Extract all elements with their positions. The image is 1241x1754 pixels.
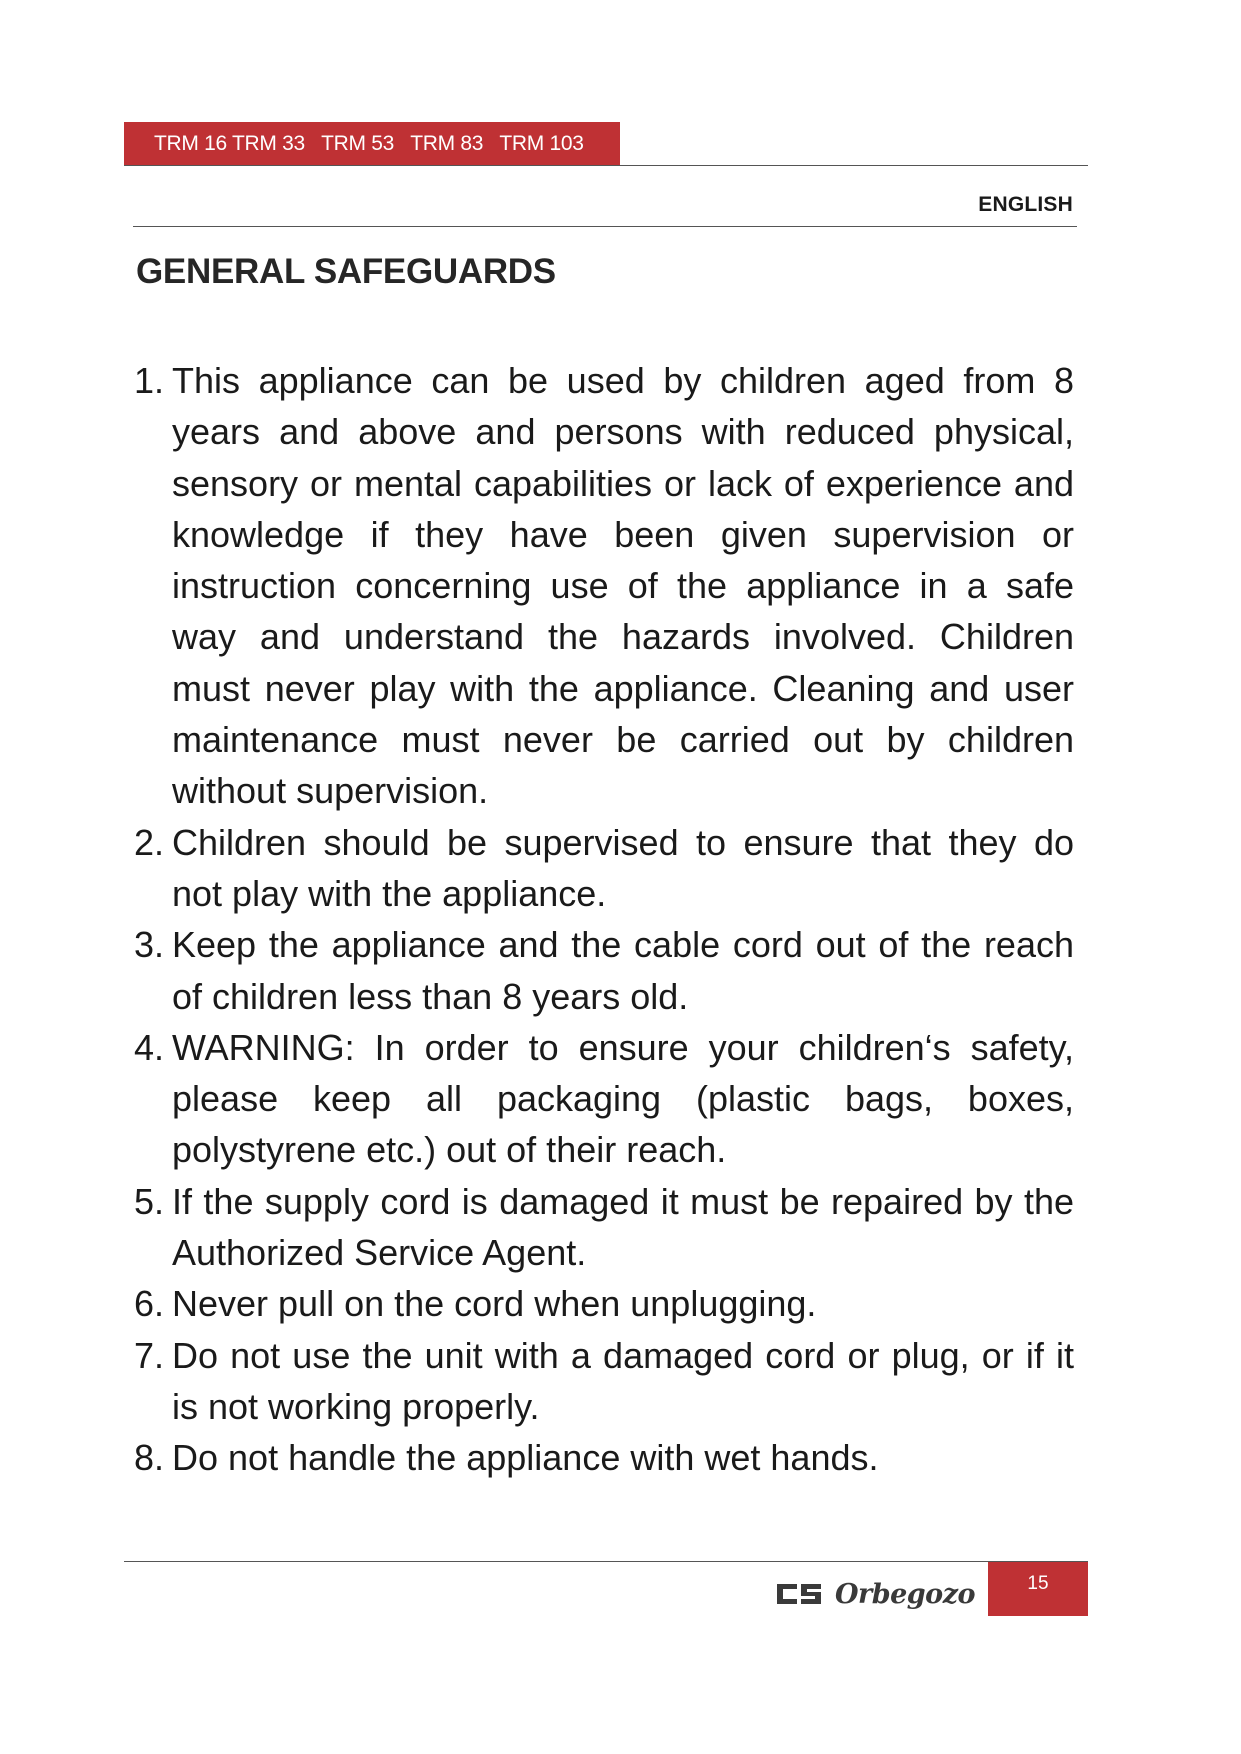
list-item <box>134 1330 1074 1433</box>
item-text: Children should be supervised to ensure that they do not play with the appliance. <box>172 821 1074 914</box>
safeguard-list <box>134 355 1074 1484</box>
model-list-tab: TRM 16 TRM 33 TRM 53 TRM 83 TRM 103 <box>124 122 620 165</box>
language-rule <box>133 226 1077 227</box>
brand-logo <box>775 1574 975 1614</box>
item-number: 6. <box>134 1283 165 1325</box>
list-item <box>134 1176 1074 1279</box>
list-item <box>134 355 1074 817</box>
item-number: 2. <box>134 821 165 863</box>
item-text: Do not use the unit with a damaged cord or plug, or if it is not working properly. <box>172 1334 1074 1427</box>
item-text: If the supply cord is damaged it must be repaired by the Authorized Service Agent. <box>172 1180 1074 1274</box>
item-text: Keep the appliance and the cable cord out of the reach of children less than 8 years old. <box>172 924 1074 1017</box>
footer-rule <box>124 1561 1088 1562</box>
language-label: ENGLISH <box>978 193 1073 216</box>
item-text: WARNING: In order to ensure your children‘s safety, please keep all packaging (plastic bags, boxes, polystyrene etc.) out of their reach. <box>172 1026 1074 1171</box>
page-title: GENERAL SAFEGUARDS <box>136 252 556 291</box>
brand-name: Orbegozo <box>835 1578 976 1610</box>
item-text: This appliance can be used by children aged from 8 years and above and persons with reduced physical, sensory or mental capabilities or lack of experience and knowledge if they have been given supervision or instruction concerning use of the appliance in a safe way and understand the hazards involved. Children must never play with the appliance. Cleaning and user maintenance must never be carried out by children without supervision. <box>172 360 1074 812</box>
page-number: 15 <box>988 1562 1088 1616</box>
list-item <box>134 919 1074 1022</box>
item-number: 3. <box>134 924 165 966</box>
list-item <box>134 1022 1074 1176</box>
item-number: 7. <box>134 1334 165 1376</box>
header-rule <box>124 165 1088 166</box>
item-number: 5. <box>134 1180 165 1222</box>
list-item <box>134 1278 1074 1329</box>
list-item <box>134 1432 1074 1483</box>
orbegozo-logo-mark-icon <box>775 1581 823 1607</box>
item-number: 1. <box>134 360 165 401</box>
item-number: 8. <box>134 1437 165 1479</box>
list-item <box>134 817 1074 920</box>
item-number: 4. <box>134 1026 165 1068</box>
item-text: Never pull on the cord when unplugging. <box>172 1283 817 1325</box>
item-text: Do not handle the appliance with wet hands. <box>172 1437 879 1479</box>
